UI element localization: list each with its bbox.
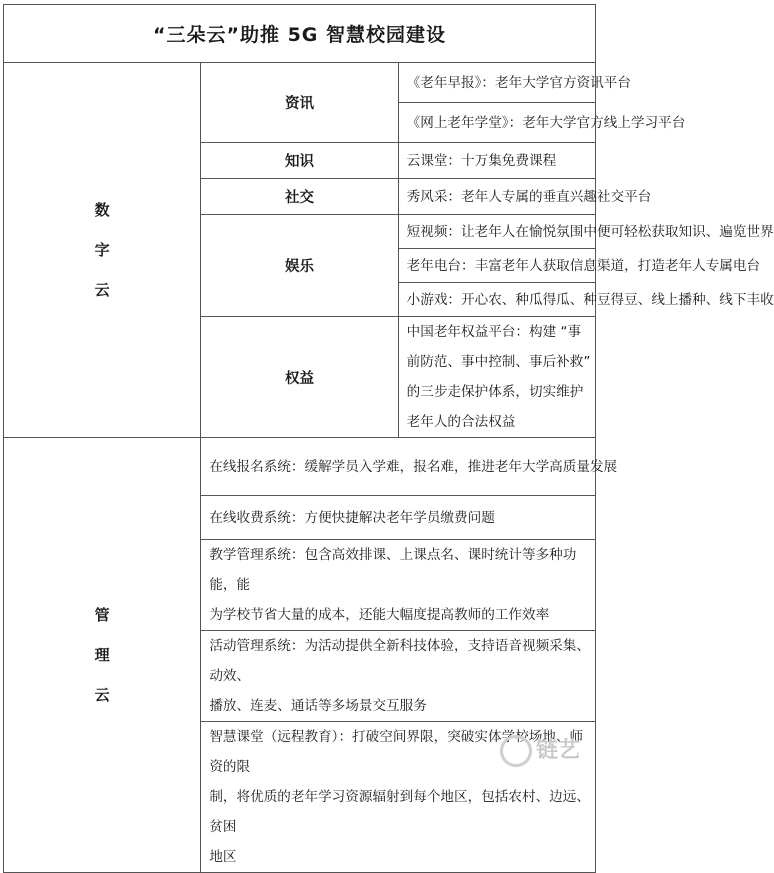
quanyi-item <box>398 317 595 438</box>
yule-item-1: 短视频：让老年人在愉悦氛围中便可轻松获取知识、遍览世界 <box>398 215 595 249</box>
category-yule: 娱乐 <box>201 215 398 317</box>
zixun-item-2: 《网上老年学堂》：老年大学官方线上学习平台 <box>398 103 595 143</box>
yule-item-2: 老年电台：丰富老年人获取信息渠道，打造老年人专属电台 <box>398 249 595 283</box>
management-item-5: 智慧课堂（远程教育）：打破空间界限，突破实体学校场地、师资的限 制，将优质的老年学习资源辐射到每个地区，包括农村、边远、贫困 地区 <box>201 722 596 873</box>
management-item-4: 活动管理系统：为活动提供全新科技体验，支持语音视频采集、动效、 播放、连麦、通话等多场景交互服务 <box>201 631 596 722</box>
table-title: “三朵云”助推 5G 智慧校园建设 <box>4 5 596 63</box>
management-cloud-label: 管 理 云 <box>4 438 201 873</box>
category-shejiao: 社交 <box>201 179 398 215</box>
category-zhishi: 知识 <box>201 143 398 179</box>
watermark-logo: 链艺 <box>500 733 580 767</box>
yule-item-3: 小游戏：开心农、种瓜得瓜、种豆得豆、线上播种、线下丰收 <box>398 283 595 317</box>
shejiao-item: 秀风采：老年人专属的垂直兴趣社交平台 <box>398 179 595 215</box>
management-item-2: 在线收费系统：方便快捷解决老年学员缴费问题 <box>201 496 596 540</box>
logo-circle-icon <box>500 735 532 767</box>
category-quanyi: 权益 <box>201 317 398 438</box>
category-zixun: 资讯 <box>201 63 398 143</box>
digital-cloud-label: 数 字 云 <box>4 63 201 438</box>
quanyi-line-1: 中国老年权益平台：构建 “事前防范、事中控制、事后补救” <box>406 324 591 370</box>
zhishi-item: 云课堂：十万集免费课程 <box>398 143 595 179</box>
management-item-3: 教学管理系统：包含高效排课、上课点名、课时统计等多种功能，能 为学校节省大量的成本，还能大幅度提高教师的工作效率 <box>201 540 596 631</box>
management-item-1: 在线报名系统：缓解学员入学难，报名难，推进老年大学高质量发展 <box>201 438 596 496</box>
quanyi-line-2: 的三步走保护体系，切实维护老年人的合法权益 <box>406 384 584 430</box>
zixun-item-1: 《老年早报》：老年大学官方资讯平台 <box>398 63 595 103</box>
